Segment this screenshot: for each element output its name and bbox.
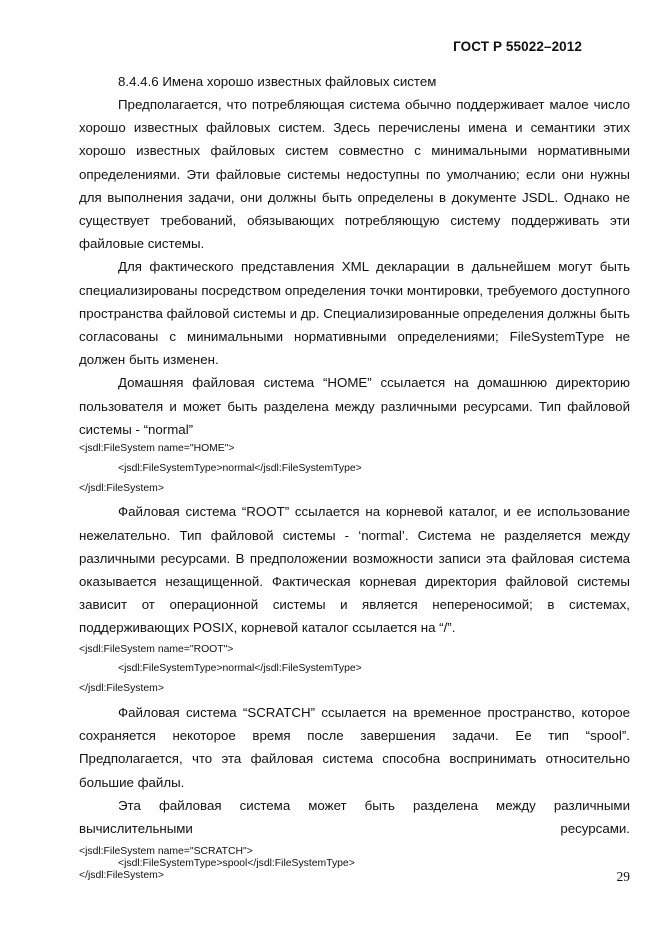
code-line-home-type: <jsdl:FileSystemType>normal</jsdl:FileSystemType> [118, 462, 362, 474]
code-block-root [79, 640, 630, 699]
paragraph-well-known-filesystems: Предполагается, что потребляющая система обычно поддерживает малое число хорошо известных файловых систем. Здесь перечислены имена и семантики этих хорошо известных файловых систем совместно с минимальными нормативными определениями. Эти файловые системы недоступны по умолчанию; если они нужны для выполнения задачи, они должны быть определены в документе JSDL. Однако не существует требований, обязывающих потребляющую систему поддерживать эти файловые системы. [79, 97, 630, 252]
code-block-home [79, 439, 630, 498]
code-line-scratch-close: </jsdl:FileSystem> [79, 870, 164, 882]
code-line-scratch-type: <jsdl:FileSystemType>spool</jsdl:FileSystemType> [118, 858, 355, 870]
section-title: 8.4.4.6 Имена хорошо известных файловых систем [118, 74, 437, 89]
code-line-home-open: <jsdl:FileSystem name="HOME"> [79, 443, 235, 455]
document-header-standard: ГОСТ Р 55022–2012 [453, 39, 582, 54]
code-line-home-close: </jsdl:FileSystem> [79, 482, 164, 494]
code-block-scratch [79, 846, 630, 882]
code-line-root-open: <jsdl:FileSystem name="ROOT"> [79, 643, 234, 655]
code-line-scratch-open: <jsdl:FileSystem name="SCRATCH"> [79, 846, 253, 858]
paragraph-root-filesystem: Файловая система “ROOT” ссылается на корневой каталог, и ее использование нежелательно. Тип файловой системы - ‘normal’. Система не разделяется между различными ресурсами. В предположении возможности записи эта файловая система оказывается незащищенной. Фактическая корневая директория файловой системы зависит от операционной системы и является непереносимой; в системах, поддерживающих POSIX, корневой каталог ссылается на “/”. [79, 504, 630, 636]
code-line-root-type: <jsdl:FileSystemType>normal</jsdl:FileSystemType> [118, 663, 362, 675]
paragraph-home-filesystem: Домашняя файловая система “HOME” ссылается на домашнюю директорию пользователя и может быть разделена между различными ресурсами. Тип файловой системы - “normal” [79, 375, 630, 437]
paragraph-xml-declarations: Для фактического представления XML декларации в дальнейшем могут быть специализированы посредством определения точки монтировки, требуемого доступного пространства файловой системы и др. Специализированные определения должны быть согласованы с минимальными нормативными определениями; FileSystemType не должен быть изменен. [79, 259, 630, 368]
document-body [79, 70, 630, 882]
code-line-root-close: </jsdl:FileSystem> [79, 683, 164, 695]
paragraph-scratch-filesystem: Файловая система “SCRATCH” ссылается на временное пространство, которое сохраняется некоторое время после завершения задачи. Ее тип “spool”. Предполагается, что эта файловая система способна воспринимать относительно большие файлы. [79, 705, 630, 790]
page-number: 29 [616, 869, 630, 884]
paragraph-scratch-shared: Эта файловая система может быть разделена между различными вычислительными ресурсами. [79, 797, 630, 837]
